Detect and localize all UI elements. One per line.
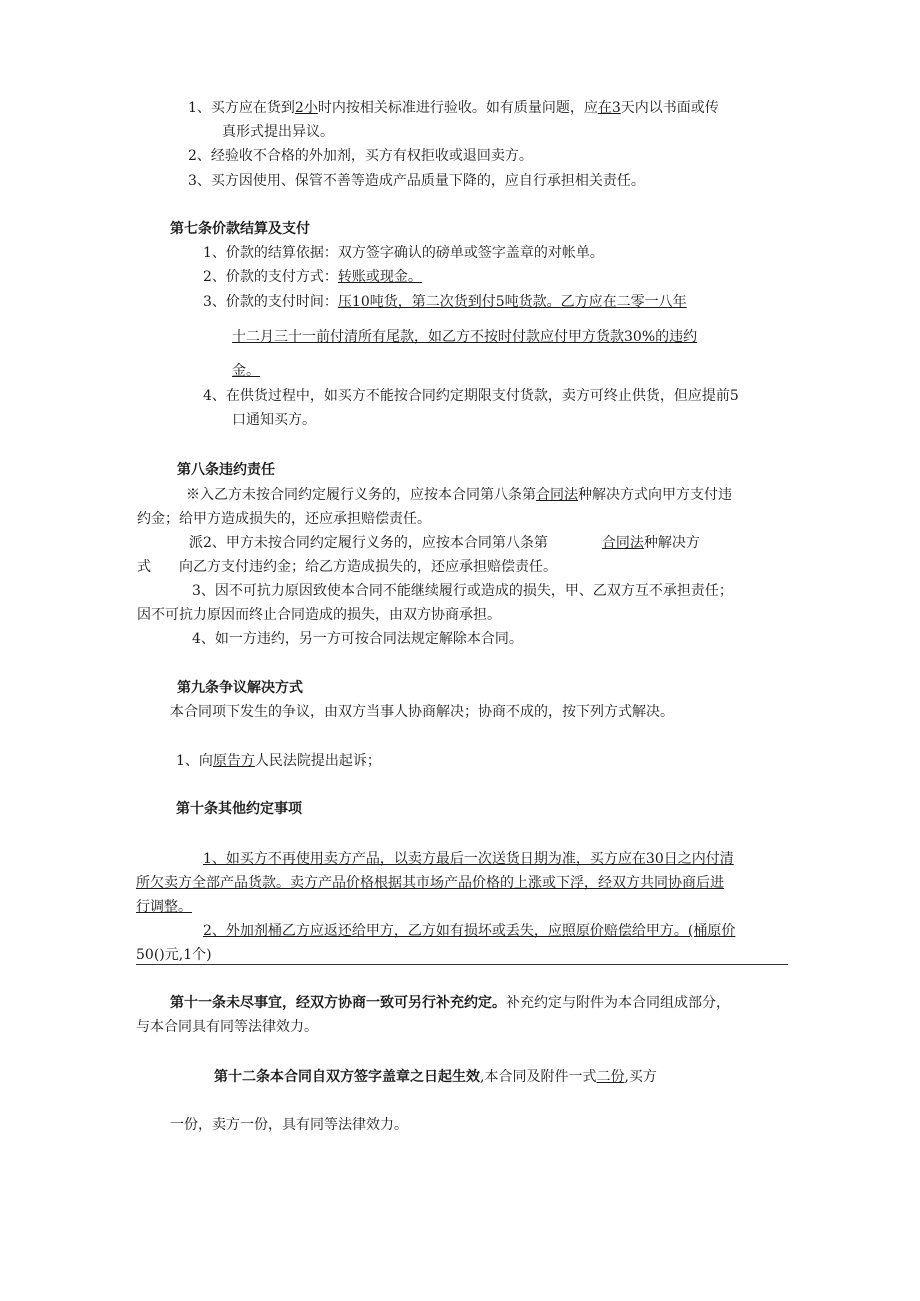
payment-method: 转账或现金。: [337, 269, 422, 285]
s10-item1-cont: 所欠卖方全部产品货款。卖方产品价格根据其市场产品价格的上涨或下浮，经双方共同协商后进: [136, 875, 724, 891]
s9-intro: 本合同项下发生的争议，由双方当事人协商解决；协商不成的，按下列方式解决。: [170, 704, 674, 720]
s7-item4-cont: 口通知买方。: [232, 412, 316, 428]
section11-heading: 第十一条未尽事宜，经双方协商一致可另行补充约定。: [170, 995, 506, 1011]
s7-item3-cont: 十二月三十一前付清所有尾款，如乙方不按时付款应付甲方货款30%的违约: [232, 329, 698, 345]
section12-heading: 第十二条本合同自双方签字盖章之日起生效: [214, 1069, 480, 1085]
s6-item1: 1、买方应在货到2小时内按相关标准进行验收。如有质量问题，应在3天内以书面或传: [188, 100, 719, 116]
s7-item3-cont2: 金。: [232, 363, 260, 379]
s8-p1: ※入乙方未按合同约定履行义务的，应按本合同第八条第合同法种解决方式向甲方支付违: [186, 487, 732, 503]
s10-item1: 1、如买方不再使用卖方产品，以卖方最后一次送货日期为准，买方应在30日之内付清: [203, 851, 734, 867]
s7-item3: 3、价款的支付时间：压10吨货，第二次货到付5吨货款。乙方应在二零一八年: [203, 294, 687, 310]
s6-item2: 2、经验收不合格的外加剂，买方有权拒收或退回卖方。: [188, 148, 533, 164]
s6-item1-cont: 真形式提出异议。: [222, 124, 334, 140]
s7-item1: 1、价款的结算依据：双方签字确认的磅单或签字盖章的对帐单。: [203, 245, 604, 261]
s12-cont: 一份，卖方一份，具有同等法律效力。: [170, 1117, 408, 1133]
objection-days: 在3: [597, 100, 621, 116]
inspection-hours: 2小: [294, 100, 318, 116]
s12: 第十二条本合同自双方签字盖章之日起生效,本合同及附件一式二份,买方: [214, 1069, 657, 1085]
section10-heading: 第十条其他约定事项: [176, 801, 302, 817]
divider: [136, 964, 788, 965]
court-party: 原告方: [212, 753, 255, 769]
s8-p1-cont: 约金；给甲方造成损失的，还应承担赔偿责任。: [137, 511, 431, 527]
section8-heading: 第八条违约责任: [177, 462, 275, 478]
s7-item2: 2、价款的支付方式：转账或现金。: [203, 269, 422, 285]
copy-count: 二份: [596, 1069, 625, 1085]
s10-item1-cont2: 行调整。: [136, 899, 192, 915]
s8-p3: 3、因不可抗力原因致使本合同不能继续履行或造成的损失，甲、乙双方互不承担责任；: [192, 583, 733, 599]
s11: 第十一条未尽事宜，经双方协商一致可另行补充约定。补充约定与附件为本合同组成部分，: [170, 995, 730, 1011]
s6-item3: 3、买方因使用、保管不善等造成产品质量下降的，应自行承担相关责任。: [188, 173, 645, 189]
section9-heading: 第九条争议解决方式: [177, 680, 303, 696]
dispute-clause: 合同法: [536, 487, 578, 503]
s11-cont: 与本合同具有同等法律效力。: [136, 1019, 318, 1035]
s9-item1: 1、向原告方人民法院提出起诉；: [176, 753, 381, 769]
dispute-clause: 合同法: [601, 535, 644, 551]
s8-p2-cont: 式 向乙方支付违约金；给乙方造成损失的，还应承担赔偿责任。: [137, 559, 557, 575]
s7-item4: 4、在供货过程中，如买方不能按合同约定期限支付货款，卖方可终止供货，但应提前5: [203, 388, 739, 404]
payment-time: 压10吨货，第二次货到付5吨货款。乙方应在二零一八年: [337, 294, 687, 310]
s10-item2: 2、外加剂桶乙方应返还给甲方，乙方如有损坏或丢失，应照原价赔偿给甲方。(桶原价: [203, 923, 736, 939]
s8-p2: 派2、甲方未按合同约定履行义务的，应按本合同第八条第 合同法种解决方: [189, 535, 700, 551]
section7-heading: 第七条价款结算及支付: [170, 221, 310, 237]
s8-p3-cont: 因不可抗力原因而终止合同造成的损失，由双方协商承担。: [137, 607, 501, 623]
s10-item2-cont: 50()元,1个): [136, 947, 212, 963]
s8-p4: 4、如一方违约，另一方可按合同法规定解除本合同。: [192, 631, 523, 647]
